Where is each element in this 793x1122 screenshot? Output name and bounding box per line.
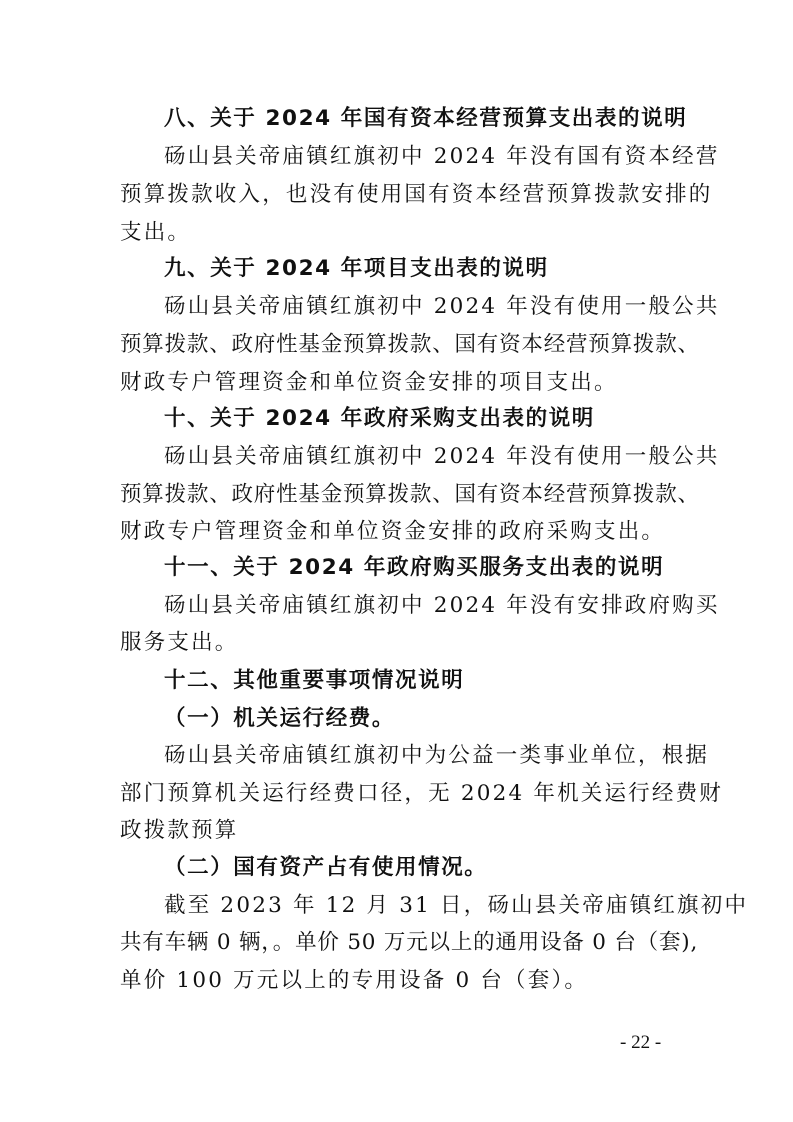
section-8-line-3: 支出。 <box>120 220 192 245</box>
section-8-line-2: 预算拨款收入，也没有使用国有资本经营预算拨款安排的 <box>120 182 713 207</box>
section-10-heading: 十、关于 2024 年政府采购支出表的说明 <box>164 406 595 431</box>
section-9-line-2: 预算拨款、政府性基金预算拨款、国有资本经营预算拨款、 <box>120 332 700 357</box>
section-11-heading: 十一、关于 2024 年政府购买服务支出表的说明 <box>164 555 665 580</box>
section-10-line-3: 财政专户管理资金和单位资金安排的政府采购支出。 <box>120 519 666 544</box>
subsection-1-heading: （一）机关运行经费。 <box>164 706 396 731</box>
section-9-line-3: 财政专户管理资金和单位资金安排的项目支出。 <box>120 370 618 395</box>
section-10-line-2: 预算拨款、政府性基金预算拨款、国有资本经营预算拨款、 <box>120 482 700 507</box>
subsection-2-line-2: 共有车辆 0 辆，。单价 50 万元以上的通用设备 0 台（套), <box>120 930 699 955</box>
subsection-2-heading: （二）国有资产占有使用情况。 <box>164 855 488 880</box>
subsection-2-line-1: 截至 2023 年 12 月 31 日，砀山县关帝庙镇红旗初中 <box>164 893 749 918</box>
section-12-heading: 十二、其他重要事项情况说明 <box>164 668 465 693</box>
subsection-1-line-1: 砀山县关帝庙镇红旗初中为公益一类事业单位，根据 <box>164 743 710 768</box>
subsection-1-line-3: 政拨款预算 <box>120 818 239 843</box>
section-9-line-1: 砀山县关帝庙镇红旗初中 2024 年没有使用一般公共 <box>164 294 720 319</box>
section-8-line-1: 砀山县关帝庙镇红旗初中 2024 年没有国有资本经营 <box>164 144 720 169</box>
subsection-2-line-3: 单价 100 万元以上的专用设备 0 台（套）。 <box>120 968 589 993</box>
section-9-heading: 九、关于 2024 年项目支出表的说明 <box>164 256 549 281</box>
subsection-1-line-2: 部门预算机关运行经费口径，无 2024 年机关运行经费财 <box>120 781 723 806</box>
section-8-heading: 八、关于 2024 年国有资本经营预算支出表的说明 <box>164 106 688 131</box>
section-11-line-2: 服务支出。 <box>120 630 239 655</box>
page-number: - 22 - <box>620 1032 662 1053</box>
section-11-line-1: 砀山县关帝庙镇红旗初中 2024 年没有安排政府购买 <box>164 593 720 618</box>
section-10-line-1: 砀山县关帝庙镇红旗初中 2024 年没有使用一般公共 <box>164 444 720 469</box>
